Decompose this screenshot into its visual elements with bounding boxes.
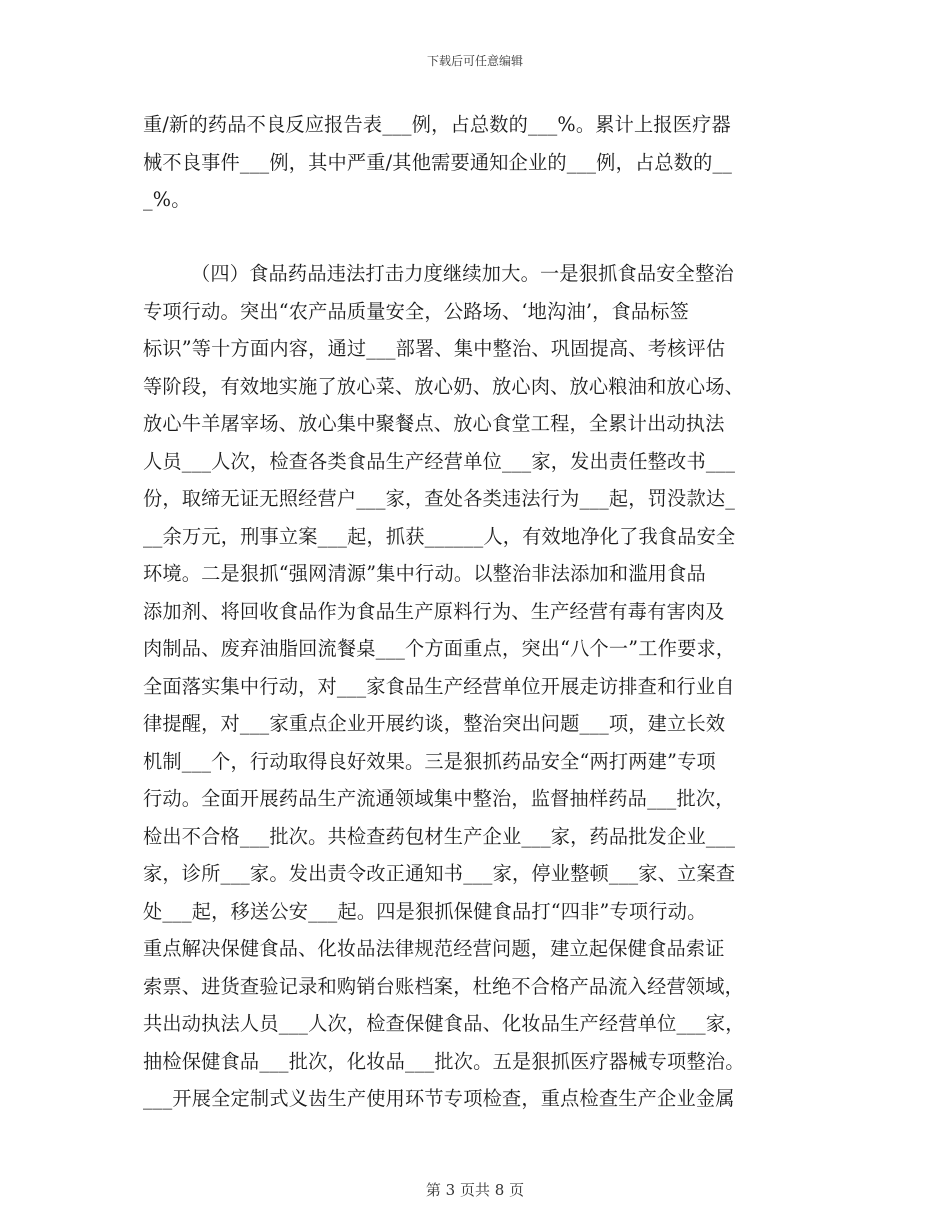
text-line: 标识”等十方面内容，通过___部署、集中整治、巩固提高、考核评估	[143, 337, 726, 360]
text-line: 家，诊所___家。发出责令改正通知书___家，停业整顿___家、立案查	[143, 862, 736, 885]
text-line: 份，取缔无证无照经营户___家，查处各类违法行为___起，罚没款达_	[143, 487, 736, 510]
text-line: 索票、进货查验记录和购销台账档案，杜绝不合格产品流入经营领域，	[143, 974, 745, 998]
text-line: 添加剂、将回收食品作为食品生产原料行为、生产经营有毒有害肉及	[143, 599, 725, 623]
text-line: 专项行动。突出“农产品质量安全，公路场、‘地沟油’，食品标签	[143, 299, 690, 323]
text-line: 共出动执法人员___人次，检查保健食品、化妆品生产经营单位___家，	[143, 1012, 745, 1035]
text-line: 放心牛羊屠宰场、放心集中聚餐点、放心食堂工程，全累计出动执法	[143, 412, 725, 435]
text-line: 重/新的药品不良反应报告表___例，占总数的___%。累计上报医疗器	[143, 113, 731, 136]
text-line: 肉制品、废弃油脂回流餐桌___个方面重点，突出“八个一”工作要求，	[143, 637, 736, 660]
text-line: 全面落实集中行动，对___家食品生产经营单位开展走访排查和行业自	[143, 674, 735, 698]
text-line: ___开展全定制式义齿生产使用环节专项检查，重点检查生产企业金属	[143, 1087, 735, 1110]
text-line: （四）食品药品违法打击力度继续加大。一是狠抓食品安全整治	[191, 262, 734, 285]
paragraph-adverse-reaction-report	[143, 106, 823, 219]
text-line: 检出不合格___批次。共检查药包材生产企业___家，药品批发企业___	[143, 824, 736, 848]
page-header: 下载后可任意编辑	[426, 54, 523, 68]
text-line: 处___起，移送公安___起。四是狠抓保健食品打“四非”专项行动。	[143, 899, 707, 923]
text-line: 律提醒，对___家重点企业开展约谈，整治突出问题___项，建立长效	[143, 712, 726, 735]
text-line: 抽检保健食品___批次，化妆品___批次。五是狠抓医疗器械专项整治。	[143, 1049, 745, 1073]
text-line: 机制___个，行动取得良好效果。三是狠抓药品安全“两打两建”专项	[143, 749, 716, 773]
text-line: 重点解决保健食品、化妆品法律规范经营问题，建立起保健食品索证	[143, 937, 725, 960]
text-line: 械不良事件___例，其中严重/其他需要通知企业的___例，占总数的__	[143, 150, 733, 174]
text-line: _%。	[143, 188, 191, 211]
text-line: 人员___人次，检查各类食品生产经营单位___家，发出责任整改书___	[143, 449, 736, 473]
text-line: 环境。二是狠抓“强网清源”集中行动。以整治非法添加和滥用食品	[143, 562, 706, 585]
paragraph-enforcement-actions	[143, 255, 823, 1118]
text-line: 等阶段，有效地实施了放心菜、放心奶、放心肉、放心粮油和放心场、	[143, 374, 745, 398]
page-number-footer: 第 3 页共 8 页	[425, 1181, 525, 1199]
text-line: __余万元，刑事立案___起，抓获______人，有效地净化了我食品安全	[143, 524, 736, 548]
text-line: 行动。全面开展药品生产流通领域集中整治，监督抽样药品___批次，	[143, 787, 735, 810]
